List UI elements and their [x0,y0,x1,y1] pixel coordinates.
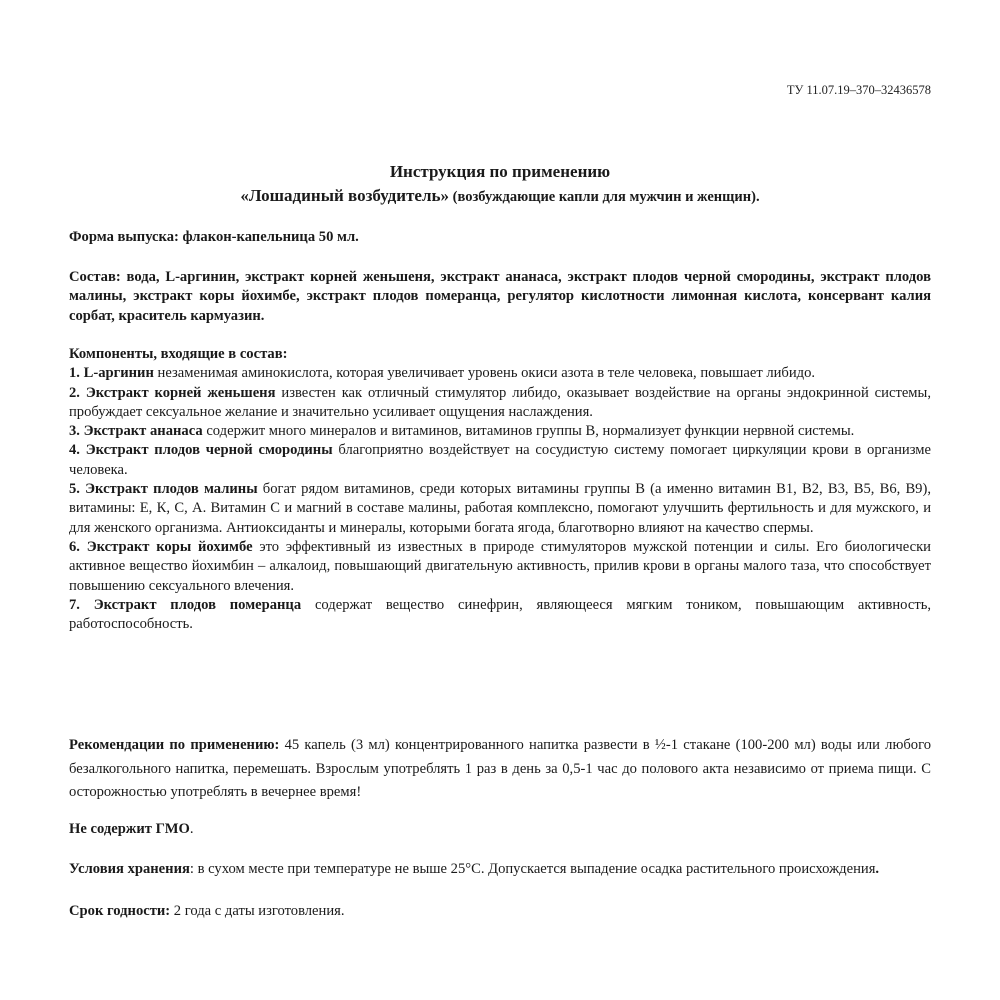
spec-code: ТУ 11.07.19–370–32436578 [786,83,931,97]
product-description: (возбуждающие капли для мужчин и женщин). [449,189,760,205]
component-item [69,480,931,538]
component-name: 3. Экстракт ананаса [69,423,203,440]
component-item [69,441,931,480]
recommendations-label: Рекомендации по применению: [69,737,280,753]
component-item [69,422,931,441]
title-block [69,160,931,209]
document-title: Инструкция по применению [389,162,611,181]
shelf-life-label: Срок годности: [69,903,171,919]
shelf-life-text: 2 года с даты изготовления. [170,903,345,919]
components-heading: Компоненты, входящие в состав: [69,346,288,362]
storage-text: : в сухом месте при температуре не выше 25°С. Допускается выпадение осадка растительного происхождения [189,861,876,877]
product-name: «Лошадиный возбудитель» [240,186,450,205]
component-text: содержит много минералов и витаминов, витаминов группы В, нормализует функции нервной системы. [202,423,855,440]
component-text: содержат вещество синефрин, являющееся мягким тоником, повышающим активность, работоспособность. [69,596,932,633]
composition-section [69,268,931,326]
component-name: 4. Экстракт плодов черной смородины [69,442,333,459]
product-title [69,184,931,209]
component-text: благоприятно воздействует на сосудистую систему помогает циркуляции крови в организме человека. [69,442,931,478]
composition-label: Состав: [69,269,127,285]
shelf-life-section [69,902,931,921]
component-text: известен как отличный стимулятор либидо, оказывает воздействие на органы эндокринной системы, пробуждает сексуальное желание и значительно усиливает ощущения наслаждения. [69,384,931,420]
component-item [69,384,931,423]
component-text: незаменимая аминокислота, которая увеличивает уровень окиси азота в теле человека, повышает либидо. [153,365,816,382]
gmo-note [69,820,931,839]
gmo-suffix: . [189,821,194,837]
recommendations-section [69,734,931,805]
component-item [69,364,931,383]
component-name: 5. Экстракт плодов малины [69,481,258,498]
release-form: Форма выпуска: флакон-капельница 50 мл. [69,229,359,245]
component-item [69,538,931,596]
components-section [69,345,931,634]
component-text: богат рядом витаминов, среди которых витамины группы В (а именно витамин В1, В2, В3, В5, В6, В9), витамины: Е, К, С, А. Витамин С и магний в составе малины, работая комплексно, помогают улучшить фертильность и для мужского, и для женского организма. Антиоксиданты и минералы, которыми богата ягода, благотворно влияют на качество спермы. [69,481,931,536]
storage-label: Условия хранения [69,861,190,877]
components-list [69,364,931,634]
gmo-label: Не содержит ГМО [69,821,190,837]
composition-text: вода, L-аргинин, экстракт корней женьшеня, экстракт ананаса, экстракт плодов черной смородины, экстракт плодов малины, экстракт коры йохимбе, экстракт плодов померанца, регулятор кислотности лимонная кислота, консервант калия сорбат, краситель кармуазин. [69,269,931,324]
component-name: 7. Экстракт плодов померанца [69,596,302,613]
recommendations-text: 45 капель (3 мл) концентрированного напитка развести в ½-1 стакане (100-200 мл) воды или любого безалкогольного напитка, перемешать. Взрослым употреблять 1 раз в день за 0,5-1 час до полового акта независимо от приема пищи. С осторожностью употреблять в вечернее время! [69,737,931,800]
component-text: это эффективный из известных в природе стимуляторов мужской потенции и силы. Его биологически активное вещество йохимбин – алкалоид, повышающий двигательную активность, прилив крови в органы малого таза, что способствует повышению сексуального влечения. [69,538,931,594]
storage-end: . [875,861,880,877]
component-item [69,596,931,635]
storage-section [69,858,931,881]
component-name: 1. L-аргинин [69,365,154,382]
component-name: 2. Экстракт корней женьшеня [69,384,276,401]
component-name: 6. Экстракт коры йохимбе [69,538,253,555]
